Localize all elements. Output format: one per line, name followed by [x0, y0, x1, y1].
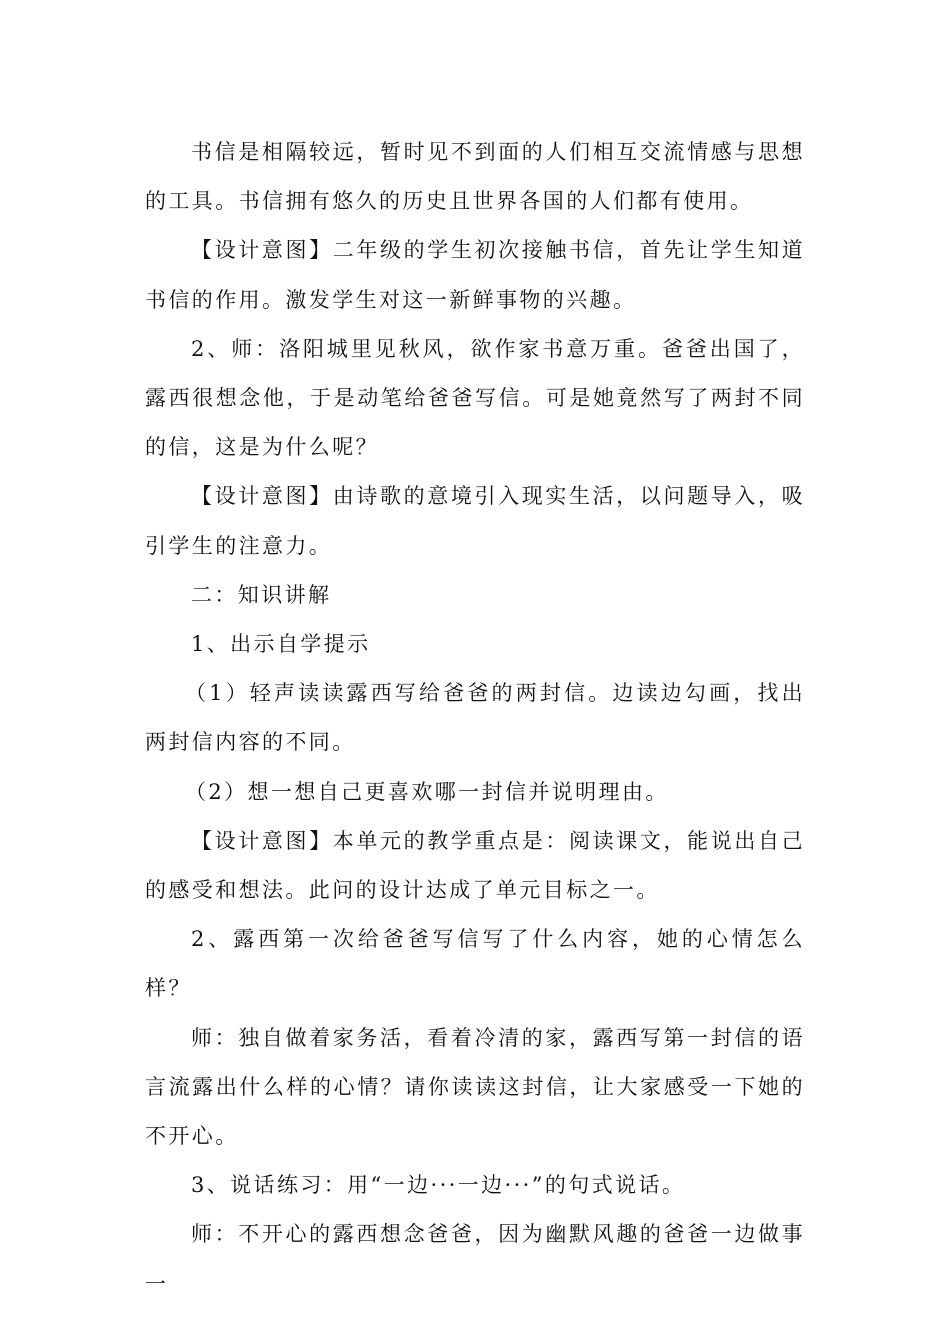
- paragraph-teacher-dad: 师：不开心的露西想念爸爸，因为幽默风趣的爸爸一边做事一: [145, 1222, 805, 1296]
- document-body: [145, 128, 805, 1309]
- paragraph-design-intent-1: 【设计意图】二年级的学生初次接触书信，首先让学生知道书信的作用。激发学生对这一新鲜事物的兴趣。: [145, 238, 805, 312]
- paragraph-teacher-poem: 2、师：洛阳城里见秋风，欲作家书意万重。爸爸出国了，露西很想念他，于是动笔给爸爸写信。可是她竟然写了两封不同的信，这是为什么呢？: [145, 336, 805, 460]
- paragraph-self-study-hint: 1、出示自学提示: [191, 632, 371, 657]
- paragraph-hint-1: （1）轻声读读露西写给爸爸的两封信。边读边勾画，找出两封信内容的不同。: [145, 681, 805, 755]
- paragraph-teacher-first-letter: 师：独自做着家务活，看着冷清的家，露西写第一封信的语言流露出什么样的心情？请你读读这封信，让大家感受一下她的不开心。: [145, 1025, 805, 1149]
- paragraph-hint-2: （2）想一想自己更喜欢哪一封信并说明理由。: [185, 779, 669, 804]
- paragraph-speaking-practice: 3、说话练习：用“一边···一边···”的句式说话。: [191, 1173, 686, 1198]
- paragraph-first-letter-question: 2、露西第一次给爸爸写信写了什么内容，她的心情怎么样？: [145, 927, 805, 1001]
- paragraph-design-intent-3: 【设计意图】本单元的教学重点是：阅读课文，能说出自己的感受和想法。此问的设计达成了单元目标之一。: [145, 828, 805, 903]
- paragraph-design-intent-2: 【设计意图】由诗歌的意境引入现实生活，以问题导入，吸引学生的注意力。: [145, 484, 805, 558]
- paragraph-letter-definition: 书信是相隔较远，暂时见不到面的人们相互交流情感与思想的工具。书信拥有悠久的历史且世界各国的人们都有使用。: [145, 140, 805, 214]
- section-heading-knowledge: 二：知识讲解: [191, 582, 332, 607]
